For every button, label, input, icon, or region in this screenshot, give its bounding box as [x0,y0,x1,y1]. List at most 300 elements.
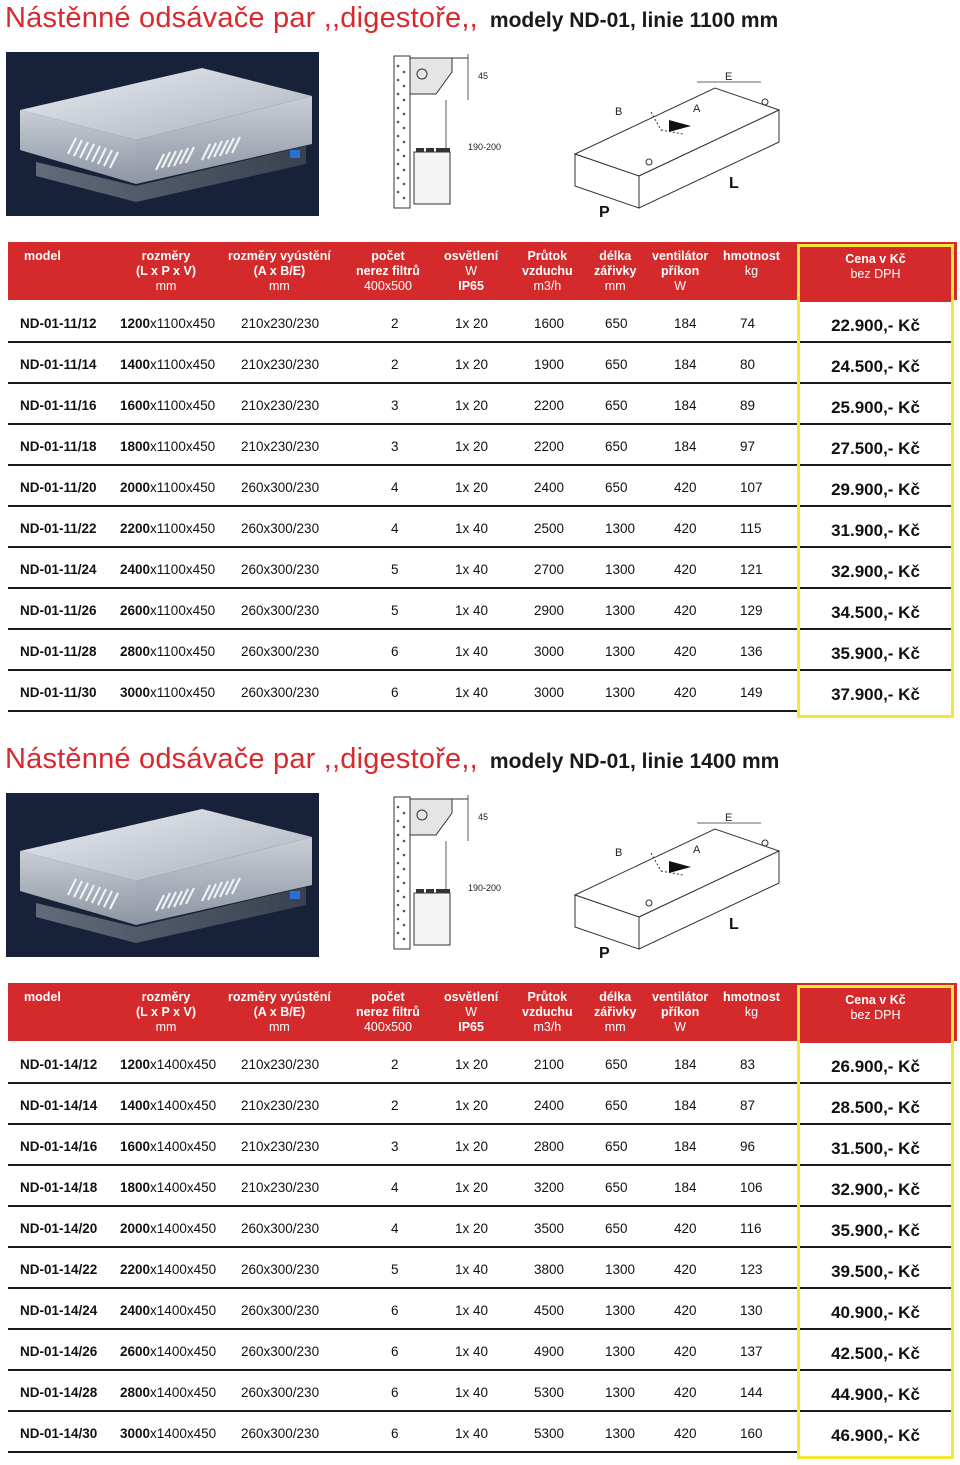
cell-depth: x1100x450 [150,480,216,495]
cell-model: ND-01-11/28 [20,644,97,659]
cell-light: 1x 40 [455,1426,489,1441]
table-row [8,1043,798,1084]
cell-dimensions [120,1262,216,1277]
dim-45-label: 45 [478,71,489,81]
cell-length: 2000 [120,480,151,495]
cell-depth: x1100x450 [150,562,216,577]
cell-length: 1800 [120,439,151,454]
cell-fan: 420 [674,1385,697,1400]
cell-light: 1x 20 [455,439,489,454]
cell-dimensions [120,480,215,495]
dim-l-label: L [729,175,739,192]
cell-tube: 1300 [605,1344,636,1359]
table-row [8,384,798,425]
cell-filters: 2 [391,357,399,372]
cell-fan: 420 [674,480,697,495]
cell-flow: 2200 [534,439,565,454]
cell-model: ND-01-14/30 [20,1426,98,1441]
cell-length: 2400 [120,1303,151,1318]
cell-tube: 1300 [605,1385,636,1400]
cell-model: ND-01-14/14 [20,1098,98,1113]
cell-weight: 106 [740,1180,763,1195]
cell-tube: 1300 [605,1303,636,1318]
cell-weight: 116 [740,1221,762,1236]
cell-flow: 5300 [534,1426,565,1441]
cell-dimensions [120,1057,216,1072]
cell-filters: 6 [391,1385,399,1400]
section-title-main: Nástěnné odsávače par ,,digestoře,, [5,743,478,775]
cell-weight: 160 [740,1426,763,1441]
cell-model: ND-01-14/22 [20,1262,98,1277]
cell-flow: 4500 [534,1303,565,1318]
cell-filters: 5 [391,562,399,577]
cell-light: 1x 40 [455,562,489,577]
cell-flow: 2400 [534,480,565,495]
cell-dimensions [120,1344,216,1359]
cell-dimensions [120,439,215,454]
cell-price: 26.900,- Kč [800,1043,951,1084]
cell-outlet: 210x230/230 [241,1098,320,1113]
cell-light: 1x 40 [455,1385,489,1400]
cell-flow: 2900 [534,603,565,618]
cell-outlet: 260x300/230 [241,1303,320,1318]
table-row [8,343,798,384]
cell-weight: 130 [740,1303,763,1318]
table-row [8,466,798,507]
cell-dimensions [120,316,215,331]
cell-outlet: 210x230/230 [241,439,320,454]
dim-p-label: P [599,945,610,962]
cell-dimensions [120,603,215,618]
cell-weight: 80 [740,357,756,372]
cell-fan: 420 [674,603,697,618]
hood-side-drawing [392,793,512,953]
cell-depth: x1400x450 [150,1221,217,1236]
cell-filters: 5 [391,1262,399,1277]
cell-flow: 2400 [534,1098,565,1113]
cell-light: 1x 20 [455,357,489,372]
cell-length: 2200 [120,521,151,536]
cell-length: 1600 [120,398,151,413]
cell-outlet: 260x300/230 [241,562,320,577]
table-row [8,589,798,630]
cell-fan: 184 [674,1098,697,1113]
cell-dimensions [120,1098,216,1113]
cell-filters: 3 [391,439,399,454]
cell-depth: x1100x450 [150,398,216,413]
hood-photo [6,793,319,957]
cell-light: 1x 20 [455,1221,489,1236]
cell-weight: 115 [740,521,762,536]
cell-length: 1400 [120,1098,151,1113]
section-title [5,743,779,783]
cell-fan: 420 [674,644,697,659]
table-row [8,671,798,712]
header-outlet: rozměry vyústění (A x B/E) mm [228,249,331,293]
cell-flow: 3500 [534,1221,565,1236]
cell-model: ND-01-14/18 [20,1180,98,1195]
cell-outlet: 260x300/230 [241,521,320,536]
cell-weight: 144 [740,1385,763,1400]
cell-light: 1x 20 [455,480,489,495]
cell-filters: 2 [391,1057,399,1072]
table-row [8,302,798,343]
cell-flow: 1600 [534,316,565,331]
cell-depth: x1400x450 [150,1098,217,1113]
cell-tube: 1300 [605,603,636,618]
dim-45-label: 45 [478,812,489,822]
cell-price: 31.500,- Kč [800,1125,951,1166]
cell-filters: 4 [391,1221,399,1236]
cell-filters: 3 [391,398,399,413]
cell-fan: 420 [674,1262,697,1277]
cell-outlet: 260x300/230 [241,1344,320,1359]
cell-weight: 137 [740,1344,763,1359]
cell-flow: 2800 [534,1139,565,1154]
cell-depth: x1400x450 [150,1139,217,1154]
cell-light: 1x 40 [455,685,489,700]
cell-tube: 1300 [605,1262,636,1277]
cell-dimensions [120,1221,216,1236]
cell-light: 1x 20 [455,316,489,331]
cell-fan: 184 [674,1057,697,1072]
table-row [8,1207,798,1248]
cell-length: 1800 [120,1180,151,1195]
cell-fan: 184 [674,1180,697,1195]
cell-weight: 107 [740,480,763,495]
cell-outlet: 210x230/230 [241,398,320,413]
cell-weight: 83 [740,1057,756,1072]
cell-tube: 650 [605,1098,628,1113]
cell-filters: 6 [391,1344,399,1359]
cell-outlet: 260x300/230 [241,1426,320,1441]
dim-190-label: 190-200 [468,142,502,152]
header-tube: délka zářivky mm [594,249,637,293]
cell-outlet: 260x300/230 [241,1262,320,1277]
cell-fan: 184 [674,439,697,454]
cell-depth: x1100x450 [150,316,216,331]
cell-price: 32.900,- Kč [800,548,951,589]
dim-b-label: B [615,847,623,859]
cell-outlet: 210x230/230 [241,1180,320,1195]
cell-tube: 1300 [605,562,636,577]
cell-light: 1x 40 [455,603,489,618]
cell-depth: x1100x450 [150,439,216,454]
cell-length: 1200 [120,1057,151,1072]
price-column [797,985,954,1459]
cell-price: 46.900,- Kč [831,1426,920,1445]
cell-price: 27.500,- Kč [800,425,951,466]
cell-model: ND-01-11/24 [20,562,97,577]
cell-outlet: 260x300/230 [241,480,320,495]
table-row [8,1166,798,1207]
cell-dimensions [120,398,215,413]
header-tube: délka zářivky mm [594,990,637,1034]
cell-tube: 650 [605,398,628,413]
cell-dimensions [120,521,215,536]
cell-dimensions [120,1426,216,1441]
header-outlet: rozměry vyústění (A x B/E) mm [228,990,331,1034]
cell-filters: 6 [391,685,399,700]
table-row [8,425,798,466]
header-weight: hmotnost kg [723,249,780,278]
cell-fan: 420 [674,1344,697,1359]
cell-tube: 650 [605,357,628,372]
cell-price: 39.500,- Kč [800,1248,951,1289]
cell-tube: 1300 [605,685,636,700]
cell-depth: x1400x450 [150,1262,217,1277]
cell-filters: 4 [391,521,399,536]
cell-filters: 5 [391,603,399,618]
cell-depth: x1400x450 [150,1385,217,1400]
cell-price: 25.900,- Kč [800,384,951,425]
cell-weight: 97 [740,439,756,454]
cell-model: ND-01-11/22 [20,521,97,536]
cell-weight: 129 [740,603,763,618]
cell-tube: 650 [605,1221,628,1236]
dim-p-label: P [599,204,610,221]
cell-flow: 2700 [534,562,565,577]
cell-depth: x1400x450 [150,1303,217,1318]
cell-flow: 2200 [534,398,565,413]
dim-b-label: B [615,106,623,118]
cell-filters: 6 [391,644,399,659]
header-price: Cena v Kč bez DPH [800,988,951,1043]
cell-dimensions [120,1303,216,1318]
cell-dimensions [120,685,215,700]
cell-fan: 184 [674,398,697,413]
header-model: model [24,990,61,1004]
cell-tube: 1300 [605,521,636,536]
cell-outlet: 260x300/230 [241,1221,320,1236]
cell-dimensions [120,1385,216,1400]
cell-length: 3000 [120,1426,151,1441]
cell-fan: 184 [674,357,697,372]
cell-light: 1x 20 [455,1139,489,1154]
cell-light: 1x 20 [455,1098,489,1113]
cell-filters: 4 [391,1180,399,1195]
cell-length: 2800 [120,1385,151,1400]
header-weight: hmotnost kg [723,990,780,1019]
cell-filters: 4 [391,480,399,495]
table-row [8,1084,798,1125]
cell-outlet: 260x300/230 [241,685,320,700]
cell-outlet: 260x300/230 [241,1385,320,1400]
table-row [8,1371,798,1412]
cell-model: ND-01-11/14 [20,357,97,372]
cell-dimensions [120,357,215,372]
cell-light: 1x 20 [455,1180,489,1195]
header-dims: rozměry (L x P x V) mm [136,249,196,293]
hood-photo [6,52,319,216]
cell-tube: 1300 [605,1426,636,1441]
hood-iso-drawing [565,70,795,230]
cell-dimensions [120,562,215,577]
header-filters: počet nerez filtrů 400x500 [356,990,420,1034]
cell-length: 2200 [120,1262,151,1277]
cell-price: 34.500,- Kč [800,589,951,630]
cell-weight: 123 [740,1262,763,1277]
cell-price: 35.900,- Kč [800,1207,951,1248]
cell-depth: x1400x450 [150,1426,217,1441]
cell-depth: x1400x450 [150,1180,217,1195]
cell-flow: 1900 [534,357,565,372]
header-light: osvětlení W IP65 [444,990,499,1034]
cell-dimensions [120,1180,216,1195]
cell-length: 1600 [120,1139,151,1154]
cell-fan: 420 [674,562,697,577]
cell-model: ND-01-14/26 [20,1344,98,1359]
cell-light: 1x 40 [455,1303,489,1318]
dim-a-label: A [693,844,701,856]
header-model: model [24,249,61,263]
cell-tube: 650 [605,316,628,331]
table-row [8,1330,798,1371]
cell-tube: 650 [605,1180,628,1195]
cell-weight: 74 [740,316,756,331]
cell-flow: 3000 [534,644,565,659]
cell-filters: 3 [391,1139,399,1154]
header-dims: rozměry (L x P x V) mm [136,990,196,1034]
cell-weight: 136 [740,644,763,659]
cell-price: 40.900,- Kč [800,1289,951,1330]
cell-tube: 650 [605,1139,628,1154]
cell-depth: x1100x450 [150,644,216,659]
section-title [5,2,778,42]
cell-length: 1400 [120,357,151,372]
cell-flow: 3800 [534,1262,565,1277]
cell-fan: 420 [674,1426,697,1441]
cell-outlet: 210x230/230 [241,316,320,331]
cell-outlet: 260x300/230 [241,644,320,659]
cell-price: 31.900,- Kč [800,507,951,548]
cell-tube: 650 [605,1057,628,1072]
cell-tube: 650 [605,439,628,454]
cell-filters: 2 [391,316,399,331]
cell-price: 29.900,- Kč [800,466,951,507]
cell-depth: x1100x450 [150,521,216,536]
cell-flow: 5300 [534,1385,565,1400]
dim-190-label: 190-200 [468,883,502,893]
cell-filters: 6 [391,1426,399,1441]
cell-model: ND-01-11/16 [20,398,97,413]
cell-light: 1x 40 [455,1262,489,1277]
dim-l-label: L [729,916,739,933]
cell-fan: 420 [674,1303,697,1318]
cell-weight: 149 [740,685,763,700]
cell-outlet: 210x230/230 [241,357,320,372]
cell-model: ND-01-14/28 [20,1385,98,1400]
price-column [797,244,954,718]
cell-flow: 2100 [534,1057,565,1072]
cell-flow: 2500 [534,521,565,536]
cell-length: 2400 [120,562,151,577]
cell-price: 32.900,- Kč [800,1166,951,1207]
cell-price: 28.500,- Kč [800,1084,951,1125]
cell-outlet: 210x230/230 [241,1057,320,1072]
cell-model: ND-01-11/30 [20,685,97,700]
table-row [8,507,798,548]
header-flow: Průtok vzduchu m3/h [522,990,573,1034]
cell-depth: x1100x450 [150,357,216,372]
cell-length: 1200 [120,316,151,331]
dim-e-label: E [725,71,733,83]
table-row [8,1289,798,1330]
cell-model: ND-01-11/20 [20,480,97,495]
cell-flow: 3000 [534,685,565,700]
cell-model: ND-01-14/20 [20,1221,98,1236]
cell-light: 1x 40 [455,644,489,659]
cell-light: 1x 20 [455,1057,489,1072]
section-title-main: Nástěnné odsávače par ,,digestoře,, [5,2,478,34]
cell-tube: 1300 [605,644,636,659]
cell-fan: 420 [674,521,697,536]
section-subtitle: modely ND-01, linie 1100 mm [489,9,779,32]
cell-depth: x1400x450 [150,1057,217,1072]
cell-depth: x1100x450 [150,603,216,618]
table-row [8,1248,798,1289]
cell-length: 2600 [120,1344,151,1359]
cell-length: 2600 [120,603,151,618]
cell-model: ND-01-11/26 [20,603,97,618]
cell-dimensions [120,644,215,659]
cell-weight: 96 [740,1139,756,1154]
cell-depth: x1100x450 [150,685,216,700]
cell-model: ND-01-11/12 [20,316,97,331]
header-fan: ventilátor příkon W [652,990,709,1034]
cell-price: 42.500,- Kč [800,1330,951,1371]
cell-tube: 650 [605,480,628,495]
hood-side-drawing [392,52,512,212]
cell-fan: 420 [674,685,697,700]
cell-fan: 184 [674,1139,697,1154]
cell-price: 24.500,- Kč [800,343,951,384]
header-light: osvětlení W IP65 [444,249,499,293]
cell-weight: 121 [740,562,763,577]
hood-iso-drawing [565,811,795,971]
cell-fan: 420 [674,1221,697,1236]
cell-outlet: 260x300/230 [241,603,320,618]
cell-model: ND-01-11/18 [20,439,97,454]
dim-a-label: A [693,103,701,115]
cell-depth: x1400x450 [150,1344,217,1359]
cell-model: ND-01-14/24 [20,1303,98,1318]
cell-weight: 89 [740,398,756,413]
cell-model: ND-01-14/12 [20,1057,98,1072]
cell-light: 1x 40 [455,521,489,536]
table-row [8,630,798,671]
cell-flow: 4900 [534,1344,565,1359]
table-row [8,1125,798,1166]
cell-model: ND-01-14/16 [20,1139,98,1154]
dim-e-label: E [725,812,733,824]
cell-light: 1x 20 [455,398,489,413]
header-flow: Průtok vzduchu m3/h [522,249,573,293]
cell-length: 2000 [120,1221,151,1236]
cell-flow: 3200 [534,1180,565,1195]
cell-length: 2800 [120,644,151,659]
section-subtitle: modely ND-01, linie 1400 mm [489,750,780,773]
header-price: Cena v Kč bez DPH [800,247,951,302]
cell-filters: 2 [391,1098,399,1113]
cell-length: 3000 [120,685,151,700]
header-filters: počet nerez filtrů 400x500 [356,249,420,293]
cell-price: 35.900,- Kč [800,630,951,671]
cell-dimensions [120,1139,216,1154]
cell-light: 1x 40 [455,1344,489,1359]
cell-weight: 87 [740,1098,756,1113]
table-row [8,1412,798,1453]
